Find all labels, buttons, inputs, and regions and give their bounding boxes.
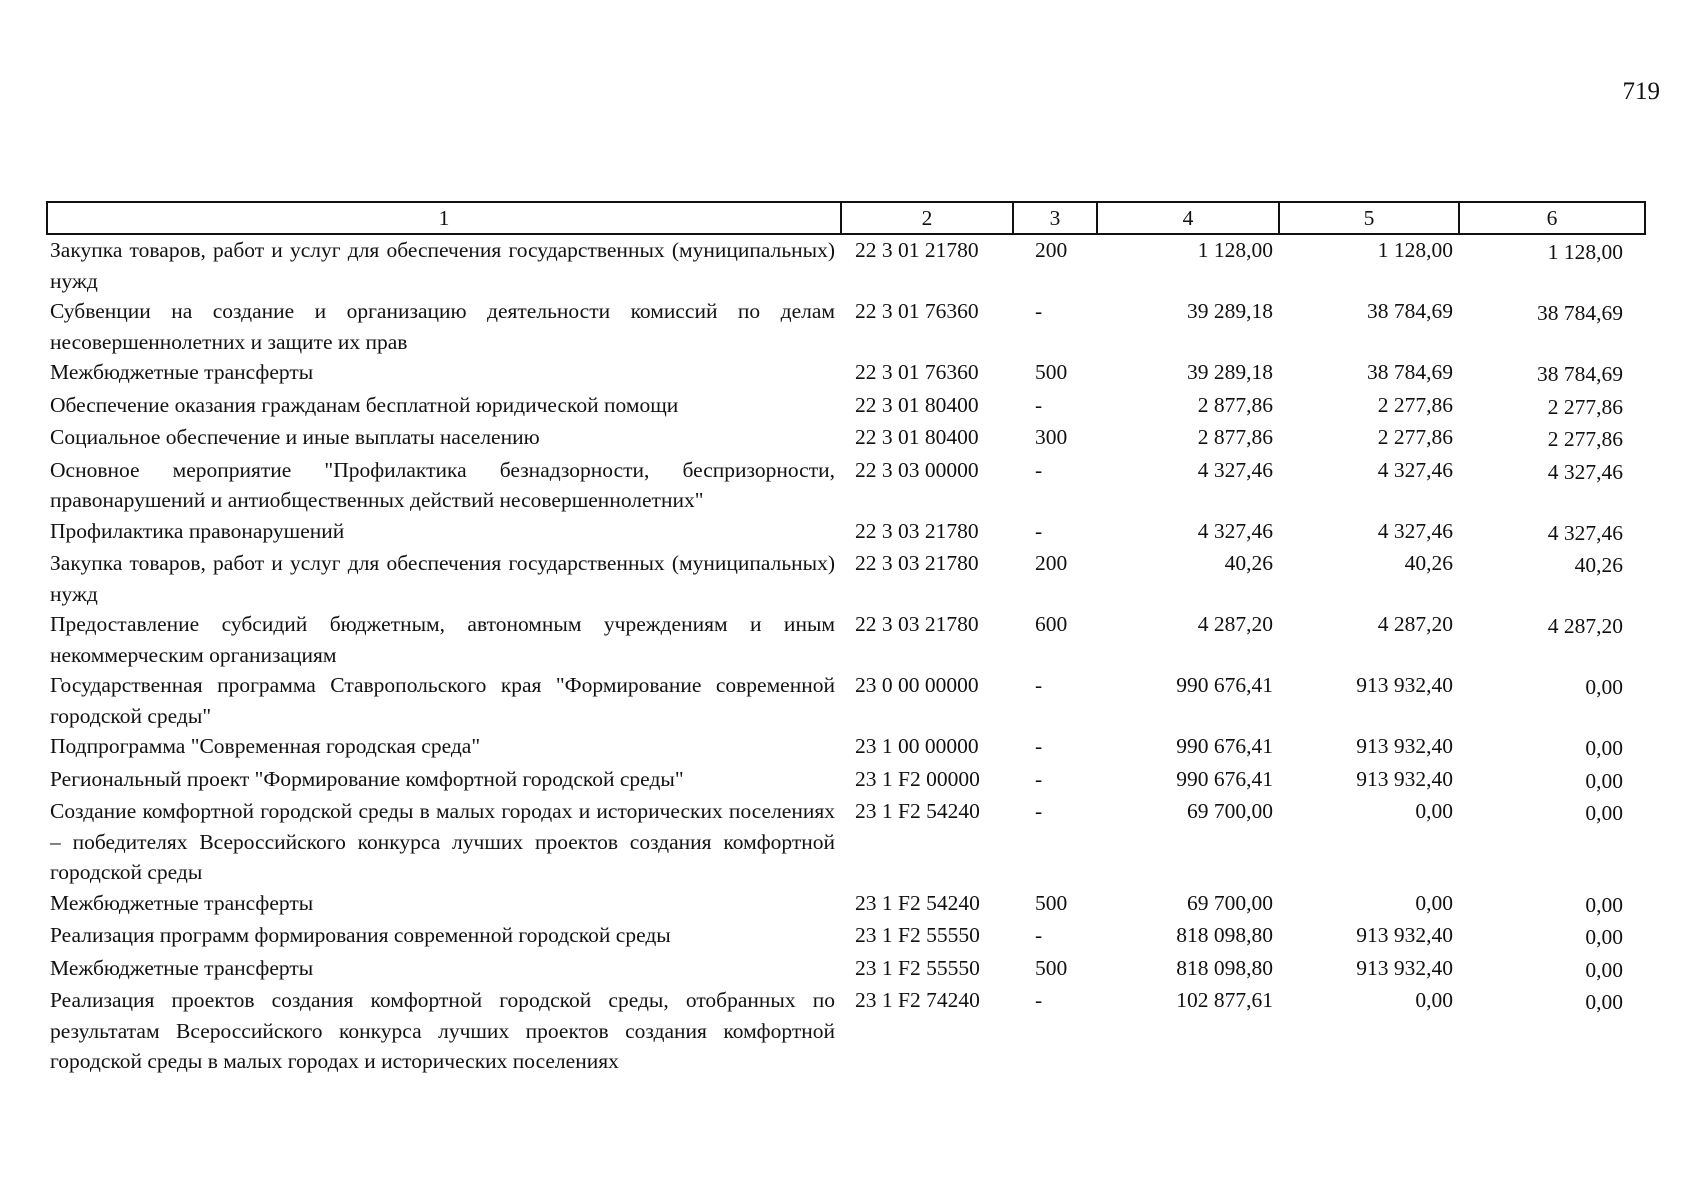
row-value-col6: 38 784,69	[1537, 301, 1623, 325]
row-code: 22 3 01 21780	[855, 238, 979, 262]
row-value-col4: 40,26	[1224, 551, 1273, 575]
header-col-1: 1	[47, 202, 841, 234]
row-expense-type: 600	[1035, 612, 1068, 636]
row-description: Обеспечение оказания гражданам бесплатной юридической помощи	[50, 392, 679, 417]
row-value-col4: 39 289,18	[1187, 299, 1273, 323]
row-value-col5: 913 932,40	[1356, 955, 1453, 980]
header-col-3: 3	[1013, 202, 1097, 234]
table-row	[47, 953, 1645, 986]
row-value-col4: 990 676,41	[1176, 673, 1273, 697]
table-row	[47, 985, 1645, 1077]
row-value-col5: 40,26	[1404, 551, 1453, 575]
table-row	[47, 548, 1645, 609]
header-col-6: 6	[1459, 202, 1645, 234]
row-expense-type: 200	[1035, 238, 1068, 262]
row-code: 23 0 00 00000	[855, 673, 979, 697]
table-row	[47, 234, 1645, 296]
row-expense-type: -	[1035, 392, 1043, 417]
row-description: Региональный проект "Формирование комфортной городской среды"	[50, 766, 684, 791]
row-value-col4: 4 327,46	[1197, 457, 1273, 482]
row-value-col4: 4 287,20	[1197, 612, 1273, 636]
row-expense-type: -	[1035, 518, 1043, 543]
page-number: 719	[1622, 78, 1660, 105]
row-description: Закупка товаров, работ и услуг для обеспечения государственных (муниципальных) нужд	[50, 238, 835, 293]
table-row	[47, 920, 1645, 953]
table-row	[47, 422, 1645, 455]
row-description: Реализация программ формирования современной городской среды	[50, 923, 671, 947]
row-value-col5: 913 932,40	[1356, 673, 1453, 697]
row-expense-type: 200	[1035, 551, 1068, 575]
row-expense-type: -	[1035, 988, 1043, 1012]
row-description: Создание комфортной городской среды в малых городах и исторических поселениях – победителях Всероссийского конкурса лучших проектов создания комфортной городской среды	[50, 799, 835, 884]
row-value-col5: 38 784,69	[1367, 299, 1453, 323]
row-code: 22 3 03 21780	[855, 518, 979, 543]
row-code: 23 1 F2 74240	[855, 988, 980, 1012]
table-row	[47, 670, 1645, 731]
row-value-col4: 1 128,00	[1197, 238, 1273, 262]
row-value-col6: 0,00	[1585, 892, 1623, 917]
row-value-col5: 2 277,86	[1377, 392, 1453, 417]
table-row	[47, 455, 1645, 516]
row-description: Социальное обеспечение и иные выплаты населению	[50, 425, 540, 449]
row-expense-type: 300	[1035, 425, 1068, 449]
row-code: 23 1 F2 00000	[855, 766, 980, 791]
row-value-col6: 4 327,46	[1547, 520, 1623, 545]
row-value-col6: 0,00	[1585, 957, 1623, 982]
table-row	[47, 609, 1645, 670]
row-value-col4: 2 877,86	[1197, 425, 1273, 449]
row-code: 22 3 01 76360	[855, 360, 979, 384]
table-body	[47, 234, 1645, 1077]
row-description: Закупка товаров, работ и услуг для обеспечения государственных (муниципальных) нужд	[50, 551, 835, 606]
table-row	[47, 731, 1645, 764]
budget-table	[46, 201, 1646, 1077]
header-col-2: 2	[841, 202, 1013, 234]
row-value-col6: 0,00	[1585, 736, 1623, 760]
row-expense-type: 500	[1035, 890, 1068, 915]
row-code: 23 1 F2 54240	[855, 890, 980, 915]
row-value-col6: 1 128,00	[1547, 240, 1623, 264]
row-code: 22 3 03 00000	[855, 457, 979, 482]
row-value-col6: 4 287,20	[1547, 614, 1623, 638]
row-value-col5: 4 287,20	[1377, 612, 1453, 636]
table-header	[47, 202, 1645, 234]
header-col-4: 4	[1097, 202, 1279, 234]
row-value-col6: 0,00	[1585, 675, 1623, 699]
row-value-col5: 913 932,40	[1356, 923, 1453, 947]
row-value-col6: 40,26	[1574, 553, 1623, 577]
row-expense-type: -	[1035, 766, 1043, 791]
row-value-col4: 4 327,46	[1197, 518, 1273, 543]
row-value-col4: 2 877,86	[1197, 392, 1273, 417]
row-code: 23 1 F2 55550	[855, 923, 980, 947]
header-row	[47, 202, 1645, 234]
row-expense-type: -	[1035, 299, 1043, 323]
table-row	[47, 390, 1645, 423]
row-value-col4: 69 700,00	[1187, 890, 1273, 915]
row-value-col4: 818 098,80	[1176, 955, 1273, 980]
table-row	[47, 796, 1645, 888]
row-expense-type: -	[1035, 923, 1043, 947]
row-value-col5: 38 784,69	[1367, 360, 1453, 384]
row-value-col5: 0,00	[1415, 799, 1453, 823]
row-value-col4: 990 676,41	[1176, 766, 1273, 791]
row-value-col4: 102 877,61	[1176, 988, 1273, 1012]
row-code: 22 3 03 21780	[855, 612, 979, 636]
row-value-col4: 39 289,18	[1187, 360, 1273, 384]
row-value-col6: 0,00	[1585, 768, 1623, 793]
row-code: 22 3 01 80400	[855, 425, 979, 449]
row-value-col5: 913 932,40	[1356, 734, 1453, 758]
row-description: Межбюджетные трансферты	[50, 890, 314, 915]
row-expense-type: -	[1035, 673, 1043, 697]
table-row	[47, 764, 1645, 797]
row-expense-type: -	[1035, 734, 1043, 758]
table-row	[47, 296, 1645, 357]
row-value-col6: 2 277,86	[1547, 427, 1623, 451]
row-value-col4: 69 700,00	[1187, 799, 1273, 823]
row-value-col5: 1 128,00	[1377, 238, 1453, 262]
row-value-col6: 0,00	[1585, 990, 1623, 1014]
row-value-col4: 818 098,80	[1176, 923, 1273, 947]
table-row	[47, 357, 1645, 390]
table-row	[47, 516, 1645, 549]
row-value-col6: 0,00	[1585, 925, 1623, 949]
row-expense-type: -	[1035, 457, 1043, 482]
row-value-col5: 913 932,40	[1356, 766, 1453, 791]
table-row	[47, 888, 1645, 921]
row-value-col6: 2 277,86	[1547, 394, 1623, 419]
row-description: Подпрограмма "Современная городская среда"	[50, 734, 481, 758]
row-description: Профилактика правонарушений	[50, 518, 345, 543]
row-value-col5: 0,00	[1415, 890, 1453, 915]
row-value-col5: 4 327,46	[1377, 457, 1453, 482]
row-code: 23 1 F2 54240	[855, 799, 980, 823]
row-description: Государственная программа Ставропольского края "Формирование современной городской среды"	[50, 673, 835, 728]
row-value-col5: 2 277,86	[1377, 425, 1453, 449]
row-value-col5: 0,00	[1415, 988, 1453, 1012]
row-code: 23 1 F2 55550	[855, 955, 980, 980]
row-code: 22 3 01 80400	[855, 392, 979, 417]
row-description: Межбюджетные трансферты	[50, 360, 314, 384]
row-code: 22 3 03 21780	[855, 551, 979, 575]
row-value-col5: 4 327,46	[1377, 518, 1453, 543]
row-code: 23 1 00 00000	[855, 734, 979, 758]
row-description: Реализация проектов создания комфортной городской среды, отобранных по результатам Всероссийского конкурса лучших проектов создания комфортной городской среды в малых городах и исторических поселениях	[50, 988, 835, 1073]
row-value-col6: 38 784,69	[1537, 362, 1623, 386]
row-description: Субвенции на создание и организацию деятельности комиссий по делам несовершеннолетних и защите их прав	[50, 299, 835, 354]
row-description: Межбюджетные трансферты	[50, 955, 314, 980]
row-value-col6: 4 327,46	[1547, 459, 1623, 484]
row-expense-type: 500	[1035, 360, 1068, 384]
row-description: Основное мероприятие "Профилактика безнадзорности, беспризорности, правонарушений и антиобщественных действий несовершеннолетних"	[50, 457, 835, 512]
row-value-col4: 990 676,41	[1176, 734, 1273, 758]
header-col-5: 5	[1279, 202, 1459, 234]
row-expense-type: -	[1035, 799, 1043, 823]
row-description: Предоставление субсидий бюджетным, автономным учреждениям и иным некоммерческим организациям	[50, 612, 835, 667]
row-value-col6: 0,00	[1585, 801, 1623, 825]
row-code: 22 3 01 76360	[855, 299, 979, 323]
row-expense-type: 500	[1035, 955, 1068, 980]
